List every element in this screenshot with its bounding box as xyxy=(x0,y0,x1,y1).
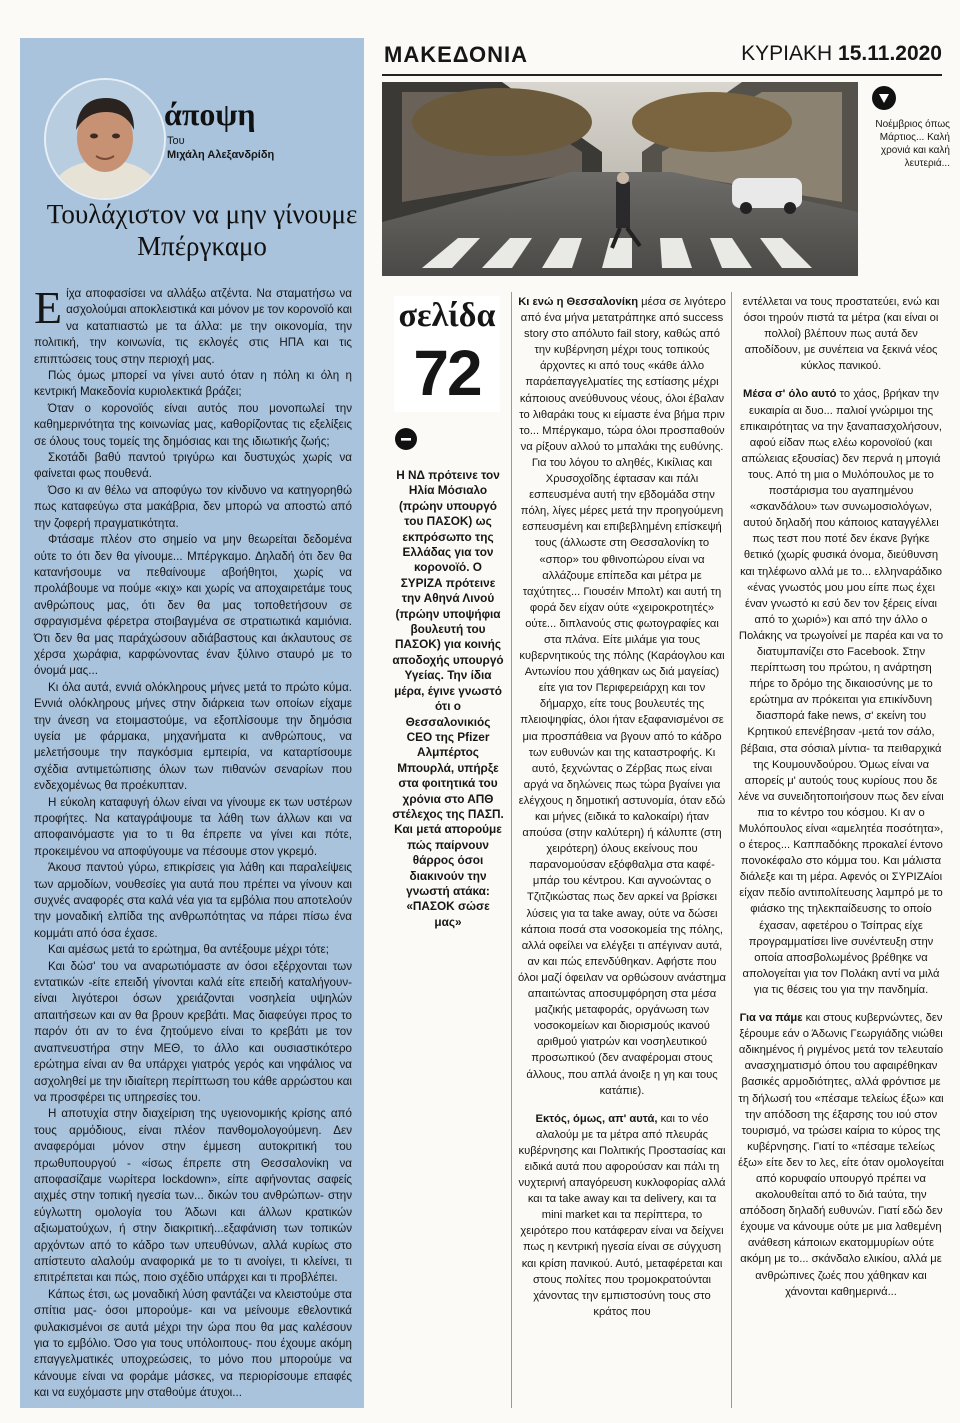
paragraph-text: και το νέο αλαλούμ με τα μέτρα από πλευράς κυβέρνησης και Πολιτικής Προστασίας και ειδικά αυτά που αφορούσαν και πάλι τη νυχτερινή απαγόρευση κυκλοφορίας αλλά και τα take away και τα delivery, και τα mini market και τα περίπτερα, το χειρότερο που κατάφεραν είναι να δείχνει πως η κεντρική ηγεσία είναι σε σύγχυση και κρίση πανικού. Αυτό, μεταφέρεται και στους πολίτες που τρομοκρατούνται χάνοντας την εμπιστοσύνη τους στο κράτος που xyxy=(518,1112,726,1318)
author-photo xyxy=(44,78,166,200)
paragraph-text: μέσα σε λιγότερο από ένα μήνα μετατράπηκε από success story στο απόλυτο fail story, καθώς από την κυβέρνηση μέχρι τους τοπικούς άρχοντες κι από τους «κάθε άλλο παράεπαγγελματίες της εστίασης μέχρι κάποιους ανεύθυνους νέους, όλοι έβαλαν το λιθαράκι τους κι είμαστε ένα βήμα πριν το... Μπέργκαμο, τώρα όλοι προσπαθούν να ρίξουν αλλού το μπαλάκι της ευθύνης. xyxy=(519,296,726,453)
paragraph: Κι όλα αυτά, εννιά ολόκληρους μήνες μετά το πρώτο κύμα. Εννιά ολόκληρους μήνες στην διάρκεια των οποίων είχαμε την άνεση να ετοιμαστούμε, να εξοπλίσουμε την δημόσια υγεία με φάρμακα, μηχανήματα κι ανθρώπους, να μελετήσουμε την παγκόσμια εμπειρία, να καταρτίσουμε σχέδια αντιμετώπισης όλων των πιθανών σεναρίων που ενδεχομένως θα προέκυπταν. xyxy=(34,680,352,793)
opinion-panel xyxy=(20,38,364,1408)
paragraph-text: Για του λόγου το αληθές, Κικίλιας και Χρυσοχοΐδης έφτασαν και πάλι εσπευσμένα αυτή την εβδομάδα στην πόλη, λίγες μέρες μετά την προηγούμενη εσπευσμένη και επιβεβλημένη επίσκεψή τους (άλλωστε στη Θεσσαλονίκη το «σπορ» του φθινοπώρου είναι να αλλάζουμε επίπεδα και μέτρα με ταχύτητες... Γιουσέιν Μπολτ) και αυτή τη φορά δεν είχαν ούτε «χειροκροτητές» ούτε... διπλανούς στις φωτογραφίες και στα πλάνα. Είτε μιλάμε για τους κυβερνητικούς της πόλης (Καράογλου και Αντωνίου που χάθηκαν ως διά μαγείας) είτε για τον Περιφερειάρχη και τον δήμαρχο, είτε τους βουλευτές της πλειοψηφίας, όλοι ήταν εξαφανισμένοι σε μια προσπάθεια να βγουν από το κάδρο των ευθυνών και της καταστροφής. Κι αυτό, ξεχνώντας ο Ζέρβας πως είναι αργά να δηλώνεις πως τώρα βγαίνει για ελέγχους η δημοτική αστυνομία, όταν εδώ και μήνες (ειδικά το καλοκαίρι) ήταν απούσα (στην καλύτερη) ή κάλυπτε (στη χειρότερη) όλους εκείνους που παρανομούσαν εξόφθαλμα στα καφέ-μπάρ του κέντρου. Και αγνοώντας ο Τζιτζικώστας πως δεν αρκεί να βρίσκει λύσεις για τα take away, ούτε να δώσει κάποια ποσά στα νοσοκομεία της πόλης, αλλά οφείλει να ελέγξει τι απέγιναν αυτά, αν και πώς επενδύθηκαν. Αφήστε που όλοι μαζί όφειλαν να ορθώσουν ανάστημα απαιτώντας αποσυμφόρηση στα μέσα μαζικής μεταφοράς, οργάνωση των νοσοκομείων και διορισμούς ικανού αριθμού γιατρών και νοσηλευτικού προσωπικού (δεν αναφέρομαι στους άλλους, που απλά άνοιξε η γη και τους κατάπιε). xyxy=(518,456,726,1097)
paragraph-lead: Εκτός, όμως, απ' αυτά, xyxy=(535,1112,658,1125)
first-paragraph-text: ίχα αποφασίσει να αλλάξω ατζέντα. Να σταματήσω να ασχολούμαι αποκλειστικά και μόνον με τον κορονοϊό και να καταπιαστώ με τα άλλα: με την οικονομία, την πολιτική, την κοινωνία, τις εκλογές στις ΗΠΑ και τις επιπτώσεις τους στην περιοχή μας. xyxy=(34,287,352,366)
paragraph: Και δώσ' του να αναρωτιόμαστε αν όσοι εξέρχονται των εντατικών -είτε επειδή γίνονται καλά είτε επειδή καταλήγουν- είναι λιγότεροι όσων χρειάζονται νοσηλεία υψηλών απαιτήσεων και αν θα βρουν κρεβάτι. Μας διαφεύγει προς το παρόν ότι αν το ένα ζητούμενο είναι το κρεβάτι με τον αναπνευστήρα στην ΜΕΘ, το άλλο και ουσιαστικότερο ερώτημα είναι αν θα υπάρχει γιατρός γερός και νηφάλιος να ασχοληθεί με την ιδιαίτερη περίπτωση του κάθε αρρώστου και να προσφέρει τις υπηρεσίες του. xyxy=(34,959,352,1104)
author-byline xyxy=(167,134,274,162)
paragraph-lead: Μέσα σ' όλο αυτό xyxy=(743,388,837,401)
opinion-body xyxy=(34,282,352,1402)
column-divider xyxy=(731,292,732,1408)
paragraph: Πώς όμως μπορεί να γίνει αυτό όταν η πόλη κι όλη η κεντρική Μακεδονία κυριολεκτικά βράζει; xyxy=(34,369,352,399)
paragraph: Η αποτυχία στην διαχείριση της υγειονομικής κρίσης από τους αρμόδιους, είναι πλέον πανθομολογούμενη. Δεν αναφερόμαι μόνον στην έμμεση αυτοκριτική του πρωθυπουργού - «ίσως έπρεπε στη Θεσσαλονίκη να αποφασίζαμε νωρίτερα lockdown», είπε αφήνοντας σαφείς αιχμές στην τοπική ηγεσία των... δικών του ανθρώπων- στην εύγλωττη ομολογία του Άδωνι και άλλων κρατικών αξιωματούχων, ή στην διακριτική...εξαφάνιση των τοπικών αρχόντων από το κάδρο των υπευθύνων, αλλά κυρίως στο απίστευτο αλαλούμ αναφορικά με το τι ανοίγει, τι κλείνει, τι επιτρέπεται και πώς, ποιο σχέδιο υπάρχει και τι προβλέπει. xyxy=(34,1107,352,1285)
masthead xyxy=(382,40,942,72)
first-paragraph xyxy=(34,282,352,368)
column-divider xyxy=(511,292,512,1408)
page-word: σελίδα xyxy=(398,297,496,334)
paragraph: Όταν ο κορονοϊός είναι αυτός που μονοπωλεί την καθημερινότητα της κοινωνίας μας, καθορίζοντας τις εξελίξεις σε όλους τους τομείς της δημόσιας και της ιδιωτικής ζωής; xyxy=(34,401,352,448)
column-paragraph xyxy=(738,1010,944,1300)
paragraph-lead: Κι ενώ η Θεσσαλονίκη xyxy=(518,296,639,308)
chevron-down-icon xyxy=(872,86,896,110)
author-name: Μιχάλη Αλεξανδρίδη xyxy=(167,149,275,161)
column-paragraph xyxy=(738,386,944,998)
issue-day: ΚΥΡΙΑΚΗ xyxy=(741,42,833,65)
paragraph-text: το χάος, βρήκαν την ευκαιρία αι δυο... παλιοί γνώριμοι της επικαιρότητας να την ξαναπασχολήσουν, αφού είδαν πως ελέω κορονοϊού (και απώλειας εξουσίας) δεν περνά η μπογιά τους. Από τη μια ο Μυλόπουλος με το ποστάρισμα του αγαπημένου «σκανδάλου» των συνωμοσιολόγων, αυτού δηλαδή που κάποιος καταγγέλλει πως τεστ που ποτέ δεν έκανε βγήκε θετικό (χωρίς φυσικά όνομα, διεύθυνση και τηλέφωνο αλλά με το... ελληναράδικο «ένας γνωστός μου μου είπε πως έχει έναν γνωστό κι εσύ δεν τον ξέρεις είναι από το χωριό») και από την άλλο ο Πολάκης να τρωγοίνεί με παρέα και να το διατυμπανίζει στο Facebook. Στην περίπτωση του πρώτου, η ανάρτηση πήρε το δρόμο της δικαιοσύνης με το ερώτημα αν πρόκειται για επικίνδυνη διασπορά fake news, σ' εκείνη του Κρητικού επενέβησαν -μετά τον σάλο, βέβαια, στα σόσιαλ μίντια- τα πειθαρχικά της Κουμουνδούρου. Όμως είναι να απορείς μ' αυτούς τους κυρίους που δε λένε να συνειδητοποιήσουν πως δεν είναι πια το κέντρο του κόσμου. Κι αν ο Μυλόπουλος είναι «αμελητέα ποσότητα», ο έτερος... Καππαδόκης προκαλεί έντονο πονοκέφαλο στο κόμμα του. Και μάλιστα διάλεξε και τη μέρα. Αφενός οι ΣΥΡΙΖΑίοι είχαν πεδίο αντιπολίτευσης λαμπρό με το φιάσκο της τηλεκπαίδευσης το οποίο έχασαν, αφετέρου ο Τσίπρας είχε προγραμματίσει live συνέντευξη στην οποία αποσβολωμένος βρέθηκε να απολογείται για τον Πολάκη αντί να μιλά για τις θέσεις του για την πανδημία. xyxy=(738,388,944,996)
paragraph: Όσο κι αν θέλω να αποφύγω τον κίνδυνο να κατηγορηθώ πως καταφεύγω στα μακάβρια, δεν μπορώ να αποστώ από την ζοφερή πραγματικότητα. xyxy=(34,483,352,530)
article-title: Τουλάχιστον να μην γίνουμε Μπέργκαμο xyxy=(46,199,358,261)
column-paragraph xyxy=(738,294,944,374)
empty-street-image xyxy=(382,82,858,276)
paragraph: Και αμέσως μετά το ερώτημα, θα αντέξουμε μέχρι τότε; xyxy=(48,943,329,957)
paragraph-text: και στους κυβερνώντες, δεν ξέρουμε εάν ο Άδωνις Γεωργιάδης νιώθει αδικημένος ή ριγμένος μετά τον τελευταίο ανασχηματισμό όπου του αφαιρέθηκαν βασικές αρμοδιότητες, αλλά φρόντισε με τη δήλωσή του «πέσαμε τελείως έξω» και την απόδοση της έξαρσης του ιού στον τουρισμό, να τρώσει καίρια το κύρος της κυβέρνησης. Γιατί το «πέσαμε τελείως έξω» είτε δεν το λες, είτε όταν ομολογείται από κορυφαίο υπουργό πρέπει να ακολουθείται από το διά ταύτα, την απόδοση δηλαδή ευθυνών. Γιατί εδώ δεν έχουμε να κάνουμε ούτε με μια λαθεμένη ανάθεση κάποιων εκατομμυρίων ούτε ακόμη με το... σκάνδαλο ελικίου, αλλά με ανθρώπινες ζωές που χάθηκαν και χάνονται καθημερινά... xyxy=(738,1012,944,1298)
paragraph: Σκοτάδι βαθύ παντού τριγύρω και δυστυχώς χωρίς να φαίνεται φως πουθενά. xyxy=(34,451,352,481)
column-paragraph xyxy=(518,455,726,1099)
news-column-2 xyxy=(738,294,944,1300)
paragraph: Η εύκολη καταφυγή όλων είναι να γίνουμε εκ των υστέρων προφήτες. Να καταγράψουμε τα λάθη των άλλων και να αποφαινόμαστε για το τι θα έπρεπε να γίνει και πότε, προκειμένου να αποφύγουμε να πέσουμε στον γκρεμό. xyxy=(34,795,352,858)
paragraph: Άκουσ παντού γύρω, επικρίσεις για λάθη και παραλείψεις των αρμοδίων, νουθεσίες για αυτά που πρέπει να γίνουν και συχνές αναφορές στα καλά νέα για τα εμβόλια που αποτελούν την μοναδική ελπίδα της ανθρωπότητας να πάρει πίσω ένα κομμάτι από όσα έχασε. xyxy=(34,861,352,940)
masthead-rule xyxy=(382,74,942,76)
newspaper-name: ΜΑΚΕΔΟΝΙΑ xyxy=(384,42,528,67)
column-paragraph xyxy=(518,294,726,455)
page-number: 72 xyxy=(413,337,481,409)
paragraph: Φτάσαμε πλέον στο σημείο να μην θεωρείται δεδομένα ούτε το ότι δεν θα γίνουμε... Μπέργκαμο. Δηλαδή ότι δεν θα κατανήσουμε να πεθαίνουμε αβοήθητοι, χωρίς να προλάβουμε να πούμε «κιχ» και χωρίς να αποχαιρετάμε τους ανθρώπους μας, ότι δεν θα μας τοποθετήσουν σε σφραγισμένα φέρετρα στοιβαγμένα σε στρατιωτικά καμιόνια. Ότι δεν θα μας παράχώσουν αδιάβαστους και άκλαυτους σε χέρσα χωράφια, καρφώνοντας έναν ξύλινο σταυρό με το όνομά μας... xyxy=(34,533,352,678)
street-photo xyxy=(382,82,858,276)
author-portrait-icon xyxy=(46,80,164,198)
column-paragraph xyxy=(518,1111,726,1320)
opinion-header xyxy=(20,38,364,278)
paragraph: Κάπως έτσι, ως μοναδική λύση φαντάζει να κλειστούμε στα σπίτια μας- όσοι μπορούμε- και να μείνουμε εθελοντικά φυλακισμένοι σε αυτά μέχρι την ώρα που θα μας καλέσουν για το εμβόλιο. Όσο για τους υπόλοιπους- που έχουμε ακόμη επαγγελματικές υποχρεώσεις, το μόνο που μπορούμε να κάνουμε είναι να φοράμε μάσκες, να περιορίσουμε επαφές και να ευχόμαστε μην σταθούμε άτυχοι... xyxy=(34,1287,352,1400)
pointer-commentary: Η ΝΔ πρότεινε τον Ηλία Μόσιαλο (πρώην υπουργό του ΠΑΣΟΚ) ως εκπρόσωπο της Ελλάδας για τον κορονοϊό. Ο ΣΥΡΙΖΑ πρότεινε την Αθηνά Λινού (πρώην υποψήφια βουλευτή του ΠΑΣΟΚ) για κοινής αποδοχής υπουργό Υγείας. Την ίδια μέρα, έγινε γνωστό ότι ο Θεσσαλονικιός CEO της Pfizer Αλμπέρτος Μπουρλά, υπήρξε στα φοιτητικά του χρόνια στο ΑΠΘ στέλεχος της ΠΑΣΠ. Και μετά απορούμε πώς παίρνουν θάρρος όσοι διακινούν την γνωστή ατάκα: «ΠΑΣΟΚ σώσε μας» xyxy=(392,468,504,929)
photo-caption: Νοέμβριος όπως Μάρτιος... Καλή χρονιά και καλή λευτεριά... xyxy=(875,119,950,169)
author-prefix: Του xyxy=(167,135,185,147)
issue-date-value: 15.11.2020 xyxy=(838,42,942,65)
minus-icon xyxy=(395,428,417,450)
paragraph-lead: Για να πάμε xyxy=(739,1012,803,1025)
opinion-label: άποψη xyxy=(164,96,256,132)
paragraph-text: εντέλλεται να τους προστατεύει, ενώ και όσοι τηρούν πιστά τα μέτρα (και είναι οι πολλοί) βλέπουν πως αυτά δεν αποδίδουν, με συνέπεια να ξεκινά νέος κύκλος πανικού. xyxy=(742,296,940,373)
news-column-1 xyxy=(518,294,726,1320)
drop-cap: Ε xyxy=(34,282,63,333)
issue-date xyxy=(741,42,942,66)
